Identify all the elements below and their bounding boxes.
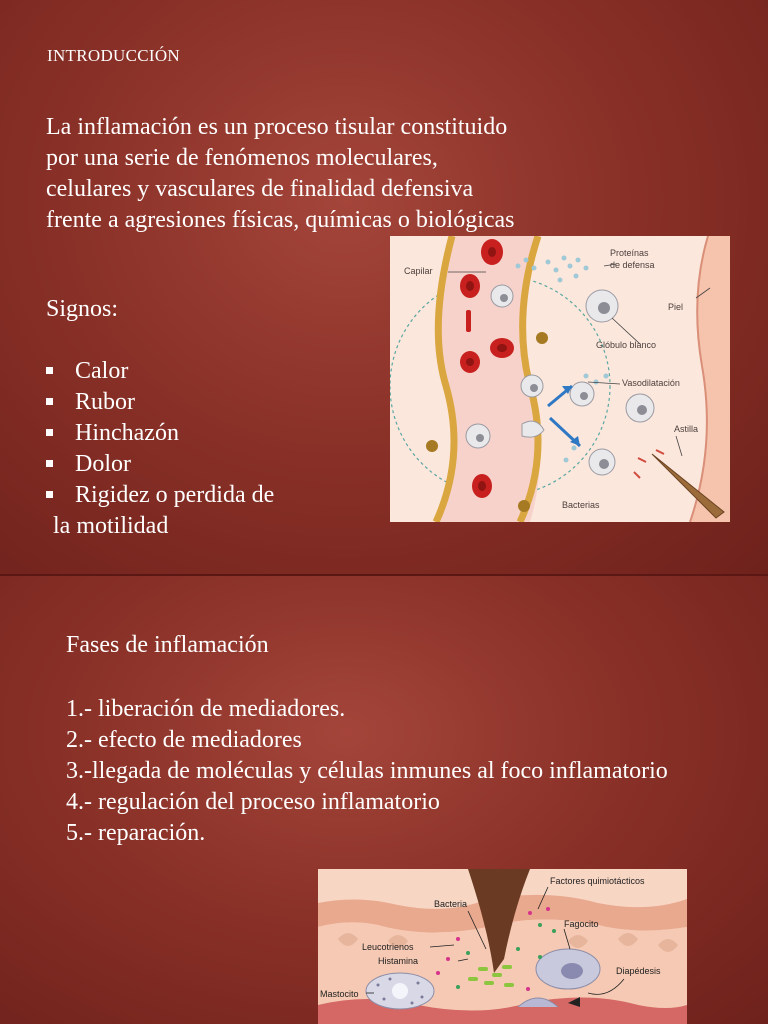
list-item: 5.- reparación. [66,820,206,846]
bullet-icon [46,491,53,498]
list-item: Hinchazón [46,418,274,449]
bullet-icon [46,398,53,405]
label-factores: Factores quimiotácticos [550,876,645,886]
label-diapedesis: Diapédesis [616,966,661,976]
label-leucotrienos: Leucotrienos [362,942,414,952]
label-proteinas: Proteínas [610,248,649,258]
label-globulo-blanco: Glóbulo blanco [596,340,657,350]
label-astilla: Astilla [674,424,699,434]
intro-paragraph: La inflamación es un proceso tisular constituido por una serie de fenómenos moleculares, celulares y vasculares de finalidad defensiva frente a agresiones físicas, químicas o biológicas [46,114,515,233]
label-proteinas-2: de defensa [610,260,655,270]
label-bacteria: Bacteria [434,899,468,909]
label-mastocito: Mastocito [320,989,359,999]
label-fagocito: Fagocito [564,919,599,929]
list-item: Dolor [46,449,274,480]
bullet-icon [46,367,53,374]
signs-list [46,356,274,542]
phases-list [66,694,686,849]
label-bacterias: Bacterias [562,500,600,510]
label-piel: Piel [668,302,684,312]
list-item: 2.- efecto de mediadores [66,727,302,753]
section-heading: INTRODUCCIÓN [47,46,180,65]
list-item: Rubor [46,387,274,418]
label-capilar: Capilar [404,266,433,276]
list-item: Calor [46,356,274,387]
list-item-continuation: la motilidad [53,513,169,539]
label-vasodilatacion: Vasodilatación [622,378,680,388]
label-histamina: Histamina [378,956,419,966]
bullet-icon [46,429,53,436]
bullet-icon [46,460,53,467]
list-item: Rigidez o perdida de la motilidad [46,480,274,542]
phases-title: Fases de inflamación [66,632,269,658]
inflammation-illustration [390,236,730,522]
list-item: 1.- liberación de mediadores. [66,696,346,722]
list-item: 3.-llegada de moléculas y células inmunes al foco inflamatorio [66,758,668,784]
inflammation-phases-illustration [318,869,687,1024]
list-item: 4.- regulación del proceso inflamatorio [66,789,440,815]
signs-title: Signos: [46,296,119,322]
